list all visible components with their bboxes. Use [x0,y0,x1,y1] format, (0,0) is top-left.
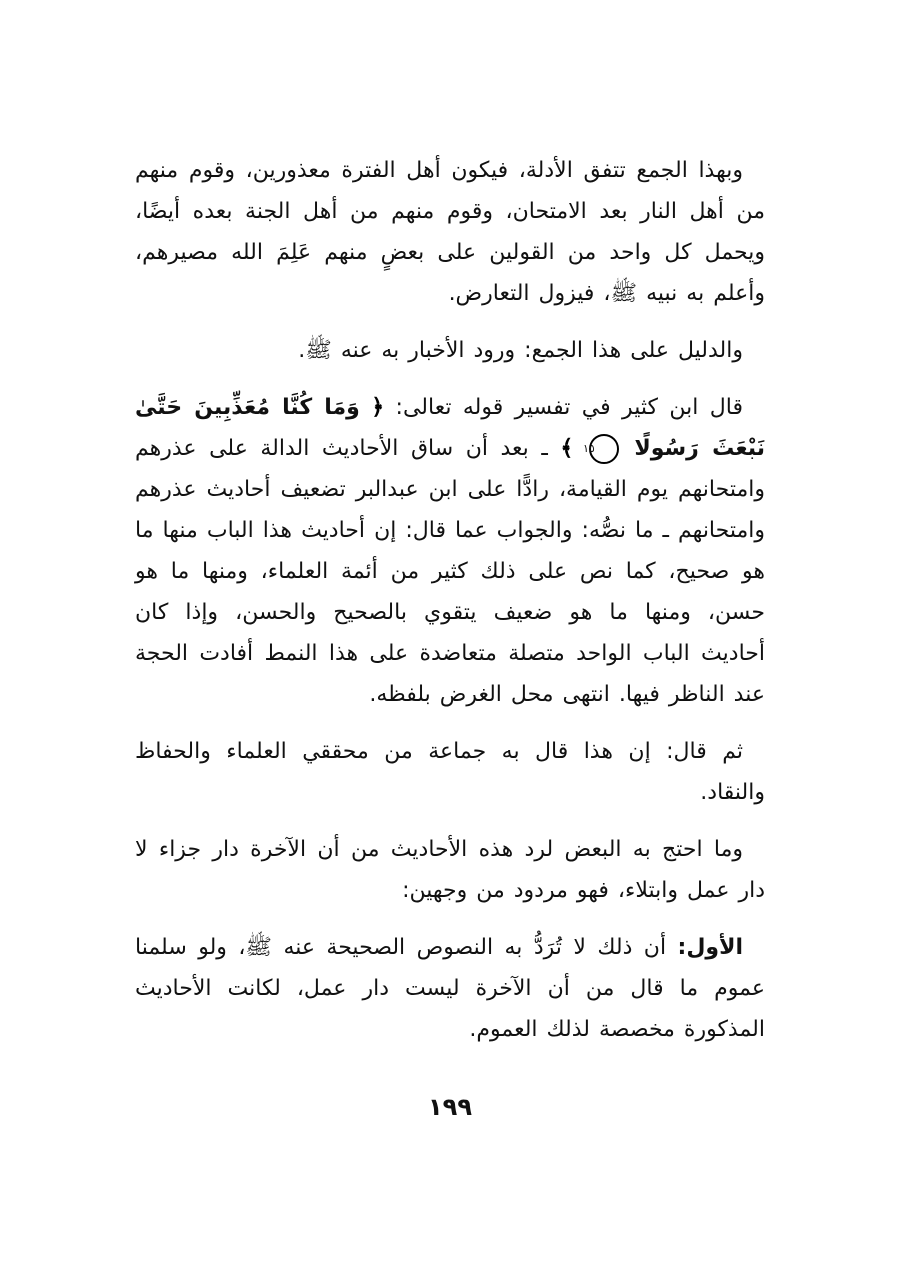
paragraph-5-text: وما احتج به البعض لرد هذه الأحاديث من أن الآخرة دار جزاء لا دار عمل وابتلاء، فهو مردود من وجهين: [135,837,765,903]
paragraph-gap [135,314,765,330]
paragraph-3-text: ـ بعد أن ساق الأحاديث الدالة على عذرهم وامتحانهم يوم القيامة، رادًّا على ابن عبدالبر تضعيف أحاديث عذرهم وامتحانهم ـ ما نصُّه: والجواب عما قال: إن أحاديث هذا الباب منها ما هو صحيح، كما نص على ذلك كثير من أئمة العلماء، ومنها ما هو حسن، ومنها ما هو ضعيف يتقوي بالصحيح والحسن، وإذا كان أحاديث الباب الواحد متصلة متعاضدة على هذا النمط أفادت الحجة عند الناظر فيها. انتهى محل الغرض بلفظه. [135,436,765,707]
quran-verse: وَمَا كُنَّا مُعَذِّبِينَ حَتَّىٰ نَبْعَثَ رَسُولًا [135,395,766,461]
paragraph-gap [135,813,765,829]
paragraph-6-text: أن ذلك لا تُرَدُّ به النصوص الصحيحة عنه ﷺ، ولو سلمنا عموم ما قال من أن الآخرة ليست دار عمل، لكانت الأحاديث المذكورة مخصصة لذلك العموم. [135,935,765,1042]
document-body [135,150,765,1050]
page-number: ١٩٩ [428,1093,472,1121]
first-point-label: الأول: [677,935,743,960]
paragraph-5 [135,829,765,911]
paragraph-gap [135,371,765,387]
ayah-number-marker: ١٥ [589,434,619,464]
paragraph-3-intro: قال ابن كثير في تفسير قوله تعالى: [395,395,743,420]
paragraph-6 [135,927,765,1050]
quran-open-bracket: ﴿ [371,395,385,420]
paragraph-1-text: وبهذا الجمع تتفق الأدلة، فيكون أهل الفترة معذورين، وقوم منهم من أهل النار بعد الامتحان، وقوم منهم من أهل الجنة بعده أيضًا، ويحمل كل واحد من القولين على بعضٍ منهم عَلِمَ الله مصيرهم، وأعلم به نبيه ﷺ، فيزول التعارض. [135,158,765,306]
paragraph-gap [135,715,765,731]
paragraph-1 [135,150,765,314]
paragraph-4 [135,731,765,813]
paragraph-2 [135,330,765,371]
paragraph-gap [135,911,765,927]
quran-close-bracket: ﴾ [560,436,574,461]
paragraph-2-text: والدليل على هذا الجمع: ورود الأخبار به عنه ﷺ. [298,338,743,363]
paragraph-3 [135,387,765,715]
paragraph-4-text: ثم قال: إن هذا قال به جماعة من محققي العلماء والحفاظ والنقاد. [135,739,765,805]
